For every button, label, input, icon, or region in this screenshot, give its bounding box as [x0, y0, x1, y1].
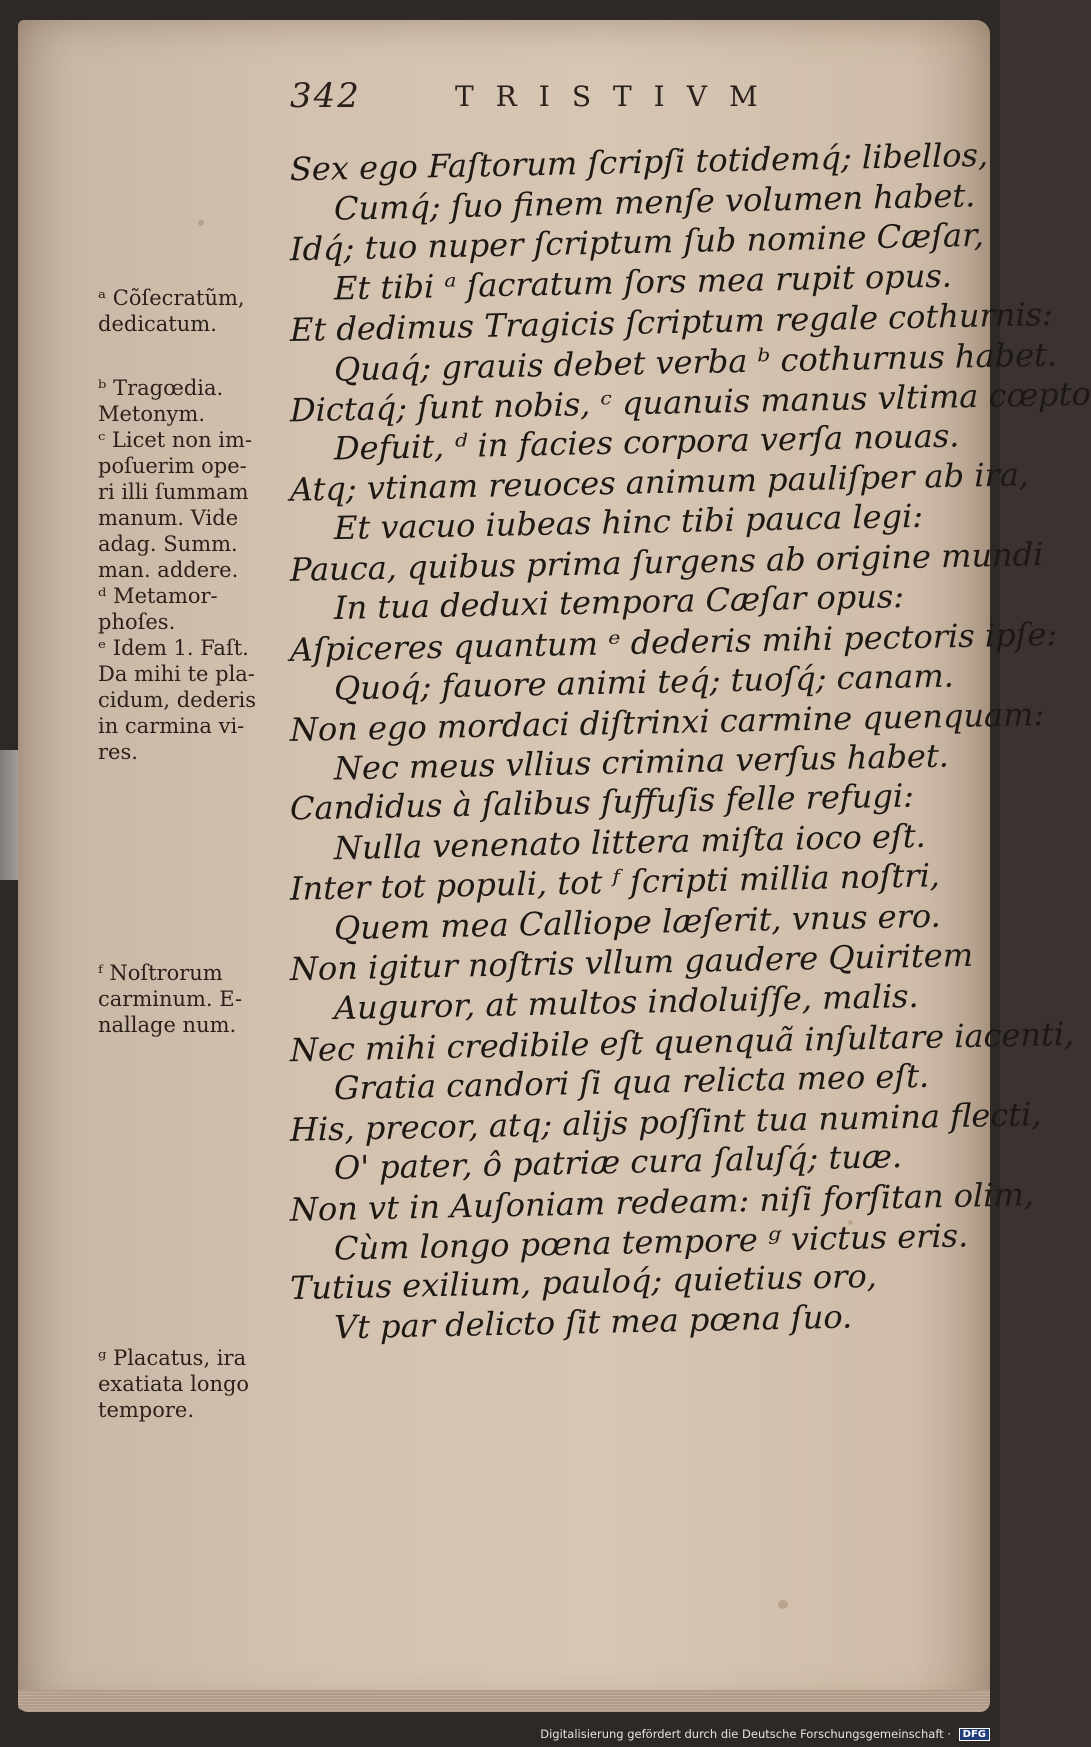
verse-line: Et vacuo iubeas hinc tibi pauca legi:: [334, 496, 923, 548]
verse-line: Dictaq́; ſunt nobis, ᶜ quanuis manus vltima cœpto: [290, 374, 1091, 430]
verse-line: Gratia candori ſi qua relicta meo eſt.: [334, 1056, 930, 1108]
verse-line: Nulla venenato littera miſta ioco eſt.: [334, 816, 926, 868]
verse-line: Et dedimus Tragicis ſcriptum regale cothurnis:: [290, 295, 1053, 349]
verse-line: His, precor, atq; alijs poſſint tua numina flecti,: [290, 1095, 1042, 1149]
verse-line: Quaq́; grauis debet verba ᵇ cothurnus habet.: [334, 335, 1058, 389]
verse-line: Nec mihi credibile eſt quenquã inſultare iacenti,: [290, 1014, 1075, 1070]
footer-text: Digitalisierung gefördert durch die Deutsche Forschungsgemeinschaft ·: [540, 1727, 951, 1741]
verse-line: Auguror, at multos indoluiſſe, malis.: [334, 976, 919, 1028]
page-header: [290, 76, 850, 126]
page-edge: [18, 1690, 990, 1712]
page-number: 342: [290, 76, 361, 116]
verse-line: Defuit, ᵈ in facies corpora verſa nouas.: [334, 416, 960, 468]
verse-line: Inter tot populi, tot ᶠ ſcripti millia noſtri,: [290, 856, 940, 908]
verse-line: Cùm longo pœna tempore ᵍ victus eris.: [334, 1216, 969, 1268]
verse-line: In tua deduxi tempora Cæſar opus:: [334, 577, 905, 627]
verse-line: Idq́; tuo nuper ſcriptum ſub nomine Cæſar,: [290, 215, 985, 269]
verse-line: Non igitur noſtris vllum gaudere Quiritem: [290, 935, 974, 989]
marginal-note: ᵇ Tragœdia. Metonym. ᶜ Licet non im- poſuerim ope- ri illi ſummam manum. Vide adag. Summ. man. addere. ᵈ Metamor- phoſes. ᵉ Idem 1. Faſt. Da mihi te pla- cidum, dederis in carmina vi- res.: [98, 376, 256, 764]
verse-line: Et tibi ᵃ ſacratum ſors mea rupit opus.: [334, 256, 952, 308]
verse-line: Atq; vtinam reuoces animum pauliſper ab ira,: [290, 455, 1030, 509]
running-head: TRISTIVM: [455, 80, 780, 113]
paper-spot: [778, 1600, 788, 1609]
verse-line: O' pater, ô patriæ cura ſaluſq́; tuæ.: [334, 1137, 903, 1187]
verse-line: Non ego mordaci diſtrinxi carmine quenquam:: [290, 695, 1045, 749]
verse-line: Aſpiceres quantum ᵉ dederis mihi pectoris ipſe:: [290, 614, 1058, 670]
paper-spot: [198, 220, 204, 226]
verse-line: Vt par delicto ſit mea pœna ſuo.: [334, 1297, 853, 1347]
verse-line: Sex ego Faſtorum ſcripſi totidemq́; libellos,: [290, 135, 989, 189]
dfg-logo-icon: DFG: [959, 1728, 990, 1741]
verse-line: Non vt in Auſoniam redeam: niſi forſitan olim,: [290, 1175, 1035, 1229]
verse-line: Candidus à ſalibus ſuffuſis felle refugi:: [290, 776, 914, 828]
verse-line: Pauca, quibus prima ſurgens ab origine mundi: [290, 535, 1044, 589]
footer-credit: [540, 1727, 990, 1741]
marginal-note: ᶠ Noſtrorum carminum. E- nallage num.: [98, 961, 243, 1037]
verse-line: Nec meus vllius crimina verſus habet.: [334, 736, 949, 788]
marginal-note: ᵃ Cõſecratũm, dedicatum.: [98, 286, 245, 336]
verse-line: Quoq́; fauore animi teq́; tuoſq́; canam.: [334, 656, 954, 708]
verse-line: Cumq́; ſuo finem menſe volumen habet.: [334, 176, 976, 228]
marginal-note: ᵍ Placatus, ira exatiata longo tempore.: [98, 1346, 250, 1422]
verse-line: Quem mea Calliope læſerit, vnus ero.: [334, 896, 941, 948]
verse-line: Tutius exilium, pauloq́; quietius oro,: [290, 1256, 877, 1308]
